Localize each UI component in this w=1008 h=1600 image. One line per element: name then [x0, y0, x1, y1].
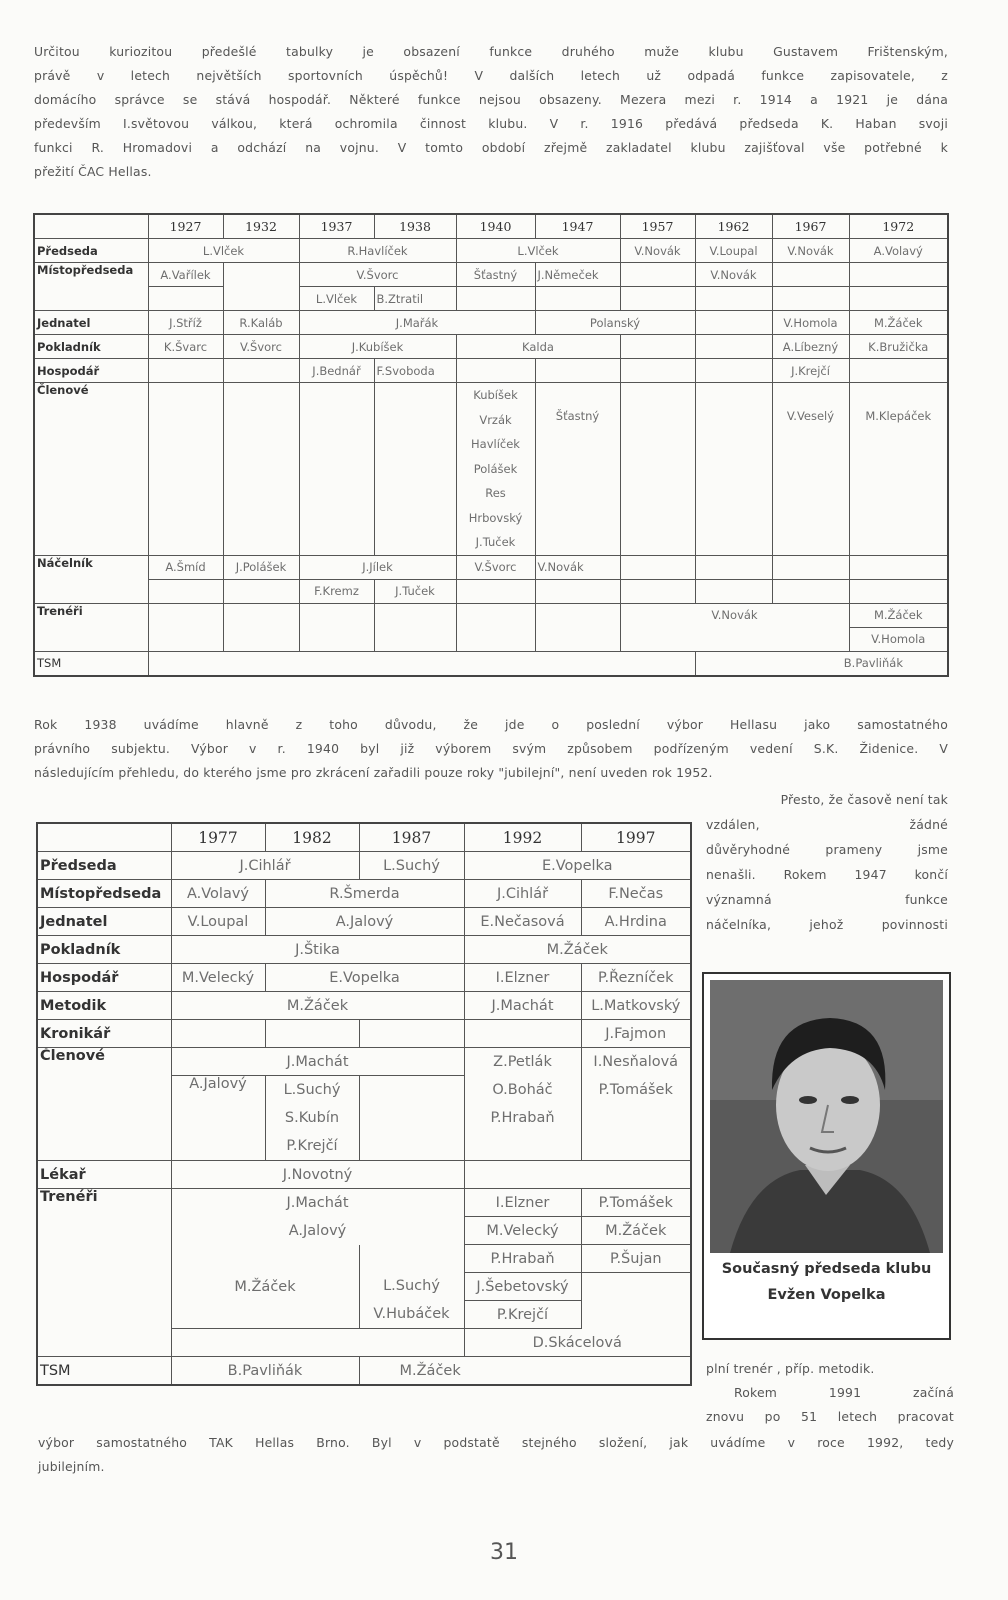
table-cell	[620, 627, 849, 651]
table-cell	[535, 603, 620, 651]
table-cell: V.Švorc	[456, 555, 535, 579]
year-header: 1977	[171, 823, 265, 852]
table-cell	[148, 383, 223, 556]
year-header: 1957	[620, 214, 695, 239]
table-cell	[695, 287, 772, 311]
text-line: náčelníka, jehož povinnosti	[706, 917, 948, 932]
table-cell: M.Žáček	[464, 936, 691, 964]
table-cell: M.Velecký	[464, 1217, 581, 1245]
member-name: P.Krejčí	[286, 1138, 338, 1154]
table-cell: P.Řezníček	[581, 964, 691, 992]
table-cell	[456, 603, 535, 651]
table-cell: V.Homola	[849, 627, 948, 651]
page-number: 31	[490, 1540, 518, 1565]
year-header: 1997	[581, 823, 691, 852]
middle-paragraph	[34, 713, 948, 785]
text-line: domácího správce se stává hospodář. Některé funkce nejsou obsazeny. Mezera mezi r. 1914 a 1921 je dána	[34, 92, 948, 107]
table-cell: B.Pavliňák	[695, 651, 948, 676]
table-cell	[299, 383, 374, 556]
table-cell	[695, 311, 772, 335]
table-cell: J.Machát	[171, 1189, 464, 1217]
table-cell	[223, 287, 299, 311]
table-row	[37, 908, 691, 936]
table-cell	[223, 579, 299, 603]
table-cell: V.Novák	[535, 555, 620, 579]
member-name: J.Tuček	[475, 535, 516, 549]
table-row	[34, 335, 948, 359]
text-line: právního subjektu. Výbor v r. 1940 byl již výborem svým způsobem podřízeným vedení S.K. Židenice. V	[34, 741, 948, 756]
table-cell	[772, 263, 849, 287]
table-cell: R.Šmerda	[265, 880, 464, 908]
table-cell: V.Novák	[772, 239, 849, 263]
table-cell: A.Hrdina	[581, 908, 691, 936]
table-row	[37, 992, 691, 1020]
table-cell	[223, 603, 299, 651]
table-cell	[223, 359, 299, 383]
table-cell: B.Pavliňák	[171, 1357, 359, 1386]
member-name: O.Boháč	[492, 1082, 553, 1098]
table-row	[34, 579, 948, 603]
table-cell	[620, 383, 695, 556]
table-cell	[359, 1076, 464, 1161]
table-cell	[695, 555, 772, 579]
portrait-caption	[704, 1256, 949, 1308]
table-cell: M.Velecký	[171, 964, 265, 992]
table-cell: J.Kubíšek	[299, 335, 456, 359]
table-cell: V.Loupal	[695, 239, 772, 263]
table-cell: E.Nečasová	[464, 908, 581, 936]
table-cell: L.Vlček	[299, 287, 374, 311]
row-label: Metodik	[37, 992, 171, 1020]
table-cell: L.Vlček	[148, 239, 299, 263]
row-label: Pokladník	[34, 335, 148, 359]
table-cell: M.Klepáček	[849, 383, 948, 556]
table-cell: Šťastný	[535, 383, 620, 556]
table-cell: A.Jalový	[265, 908, 464, 936]
row-label: Náčelník	[34, 555, 148, 603]
table-cell: P.Šujan	[581, 1245, 691, 1273]
table-cell: Šťastný	[456, 263, 535, 287]
table-cell	[772, 579, 849, 603]
table-cell	[772, 287, 849, 311]
table-cell: P.Tomášek	[581, 1189, 691, 1217]
committee-table-1927-1972	[33, 213, 949, 677]
table-cell: F.Nečas	[581, 880, 691, 908]
table-row	[34, 555, 948, 579]
row-label: Členové	[37, 1048, 171, 1161]
table-cell	[695, 579, 772, 603]
table-cell: J.Cihlář	[171, 852, 359, 880]
table-cell: P.Krejčí	[464, 1301, 581, 1329]
row-label: Členové	[34, 383, 148, 556]
year-header: 1967	[772, 214, 849, 239]
table-cell: J.Fajmon	[581, 1020, 691, 1048]
table-row	[37, 852, 691, 880]
member-name: I.Nesňalová	[593, 1054, 679, 1070]
members-list-cell	[456, 383, 535, 556]
intro-paragraph	[34, 40, 948, 184]
table-cell: M.Žáček	[849, 311, 948, 335]
table-cell: R.Havlíček	[299, 239, 456, 263]
caption-line: Evžen Vopelka	[767, 1287, 886, 1303]
table-row	[37, 1189, 691, 1217]
row-label: Jednatel	[37, 908, 171, 936]
table-cell: Kalda	[456, 335, 620, 359]
table-cell	[849, 287, 948, 311]
table-row	[34, 651, 948, 676]
table-cell: V.Novák	[620, 603, 849, 627]
side-paragraph-continued	[706, 1357, 954, 1429]
text-line: především I.světovou válkou, která ochromila činnost klubu. V r. 1916 předává předseda K. Haban svoji	[34, 116, 948, 131]
trainer-name: L.Suchý	[383, 1278, 440, 1294]
table-cell: J.Šebetovský	[464, 1273, 581, 1301]
text-line: Rokem 1991 začíná	[734, 1385, 954, 1400]
table-row	[37, 880, 691, 908]
text-line: plní trenér , příp. metodik.	[706, 1361, 875, 1376]
table-row	[34, 263, 948, 287]
member-name: S.Kubín	[284, 1110, 340, 1126]
table-cell: M.Žáček	[171, 992, 464, 1020]
table-row	[37, 1161, 691, 1189]
table-cell: J.Machát	[464, 992, 581, 1020]
table-cell: V.Loupal	[171, 908, 265, 936]
year-header: 1938	[374, 214, 456, 239]
year-header: 1987	[359, 823, 464, 852]
table-cell: L.Vlček	[456, 239, 620, 263]
member-name: Hrbovský	[468, 510, 523, 525]
year-header: 1927	[148, 214, 223, 239]
table-cell: F.Kremz	[299, 579, 374, 603]
member-name: Polášek	[473, 461, 518, 476]
table-cell	[620, 263, 695, 287]
table-cell	[148, 579, 223, 603]
header-corner	[37, 823, 171, 852]
table-cell: D.Skácelová	[464, 1329, 691, 1357]
table-cell: J.Novotný	[171, 1161, 464, 1189]
table-cell	[535, 579, 620, 603]
table-cell: A.Šmíd	[148, 555, 223, 579]
table-cell: V.Homola	[772, 311, 849, 335]
table-cell: A.Líbezný	[772, 335, 849, 359]
row-label: Trenéři	[37, 1189, 171, 1357]
member-name: Havlíček	[471, 437, 520, 451]
table-cell	[695, 335, 772, 359]
year-header-row	[34, 214, 948, 239]
table-cell: V.Švorc	[223, 335, 299, 359]
row-label: TSM	[37, 1357, 171, 1386]
table-cell	[620, 359, 695, 383]
table-cell: J.Stříž	[148, 311, 223, 335]
table-cell	[849, 359, 948, 383]
table-cell	[535, 359, 620, 383]
member-name: P.Tomášek	[598, 1082, 673, 1098]
members-list-cell	[265, 1076, 359, 1161]
table-cell	[620, 287, 695, 311]
text-line: následujícím přehledu, do kterého jsme pro zkrácení zařadili pouze roky "jubilejní", není uveden rok 1952.	[34, 765, 713, 780]
text-line: právě v letech největších sportovních úspěchů! V dalších letech už odpadá funkce zapisovatele, z	[34, 68, 948, 83]
table-cell: J.Jílek	[299, 555, 456, 579]
header-corner	[34, 214, 148, 239]
member-name: P.Hrabaň	[490, 1110, 555, 1126]
text-line: výbor samostatného TAK Hellas Brno. Byl v podstatě stejného složení, jak uvádíme v roce 1992, tedy	[38, 1435, 954, 1450]
table-row	[37, 1048, 691, 1076]
year-header: 1932	[223, 214, 299, 239]
member-name: Kubíšek	[473, 388, 518, 402]
table-cell	[456, 287, 535, 311]
table-cell	[265, 1020, 359, 1048]
row-label: TSM	[34, 651, 148, 676]
table-cell	[620, 335, 695, 359]
year-header: 1972	[849, 214, 948, 239]
table-row	[34, 359, 948, 383]
portrait-illustration	[710, 980, 943, 1253]
table-cell: A.Jalový	[171, 1217, 464, 1245]
text-line: Přesto, že časově není tak	[780, 792, 948, 807]
table-cell	[772, 555, 849, 579]
table-cell: L.Matkovský	[581, 992, 691, 1020]
row-label: Kronikář	[37, 1020, 171, 1048]
table-cell: V.Veselý	[772, 383, 849, 556]
table-cell: A.Volavý	[849, 239, 948, 263]
table-cell: J.Machát	[171, 1048, 464, 1076]
table-cell: E.Vopelka	[464, 852, 691, 880]
row-label: Pokladník	[37, 936, 171, 964]
table-cell: J.Polášek	[223, 555, 299, 579]
committee-table-1977-1997	[36, 822, 692, 1386]
text-line: nenašli. Rokem 1947 končí	[706, 867, 948, 882]
table-row	[37, 1020, 691, 1048]
year-header: 1947	[535, 214, 620, 239]
trainer-name: V.Hubáček	[373, 1306, 450, 1322]
table-cell	[849, 555, 948, 579]
text-line: znovu po 51 letech pracovat	[706, 1409, 954, 1424]
table-cell: V.Novák	[695, 263, 772, 287]
table-cell	[171, 1329, 464, 1357]
table-cell	[171, 1020, 265, 1048]
row-label: Předseda	[34, 239, 148, 263]
table-cell: V.Švorc	[299, 263, 456, 287]
table-cell: A.Volavý	[171, 880, 265, 908]
table-cell: R.Kaláb	[223, 311, 299, 335]
table-cell	[581, 1301, 691, 1329]
members-list-cell	[581, 1048, 691, 1161]
text-line: důvěryhodné prameny jsme	[706, 842, 948, 857]
row-label: Místopředseda	[34, 263, 148, 311]
table-cell	[581, 1273, 691, 1301]
table-cell: P.Hrabaň	[464, 1245, 581, 1273]
table-cell	[148, 603, 223, 651]
table-cell: F.Svoboda	[374, 359, 456, 383]
text-line: funkci R. Hromadovi a odchází na vojnu. V tomto období zřejmě zakladatel klubu zajišťoval vše potřebné k	[34, 140, 948, 155]
table-cell: V.Novák	[620, 239, 695, 263]
table-cell	[535, 287, 620, 311]
row-label: Hospodář	[34, 359, 148, 383]
table-cell	[299, 603, 374, 651]
text-line: jubilejním.	[38, 1459, 105, 1474]
row-label: Místopředseda	[37, 880, 171, 908]
year-header: 1982	[265, 823, 359, 852]
table-cell: I.Elzner	[464, 1189, 581, 1217]
text-line: Určitou kuriozitou předešlé tabulky je obsazení funkce druhého muže klubu Gustavem Frištenským,	[34, 44, 948, 59]
table-cell	[620, 579, 695, 603]
table-cell: J.Němeček	[535, 263, 620, 287]
row-label: Hospodář	[37, 964, 171, 992]
table-cell: A.Jalový	[171, 1076, 265, 1161]
table-cell: J.Krejčí	[772, 359, 849, 383]
table-cell: J.Mařák	[299, 311, 535, 335]
table-cell	[464, 1020, 581, 1048]
row-label: Lékař	[37, 1161, 171, 1189]
table-cell	[374, 383, 456, 556]
table-cell	[359, 1020, 464, 1048]
text-line: významná funkce	[706, 892, 948, 907]
text-line: vzdálen, žádné	[706, 817, 948, 832]
table-cell	[148, 287, 223, 311]
table-cell: M.Žáček	[849, 603, 948, 627]
table-row	[34, 287, 948, 311]
side-paragraph	[706, 787, 948, 937]
table-cell: M.Žáček	[359, 1357, 691, 1386]
table-cell: E.Vopelka	[265, 964, 464, 992]
table-cell: B.Ztratil	[374, 287, 456, 311]
member-name: Vrzák	[479, 412, 512, 427]
portrait-photo	[710, 980, 943, 1253]
year-header: 1962	[695, 214, 772, 239]
table-cell: J.Štika	[171, 936, 464, 964]
caption-line: Současný předseda klubu	[721, 1261, 932, 1277]
table-row	[34, 383, 948, 556]
portrait-figure	[702, 972, 951, 1340]
table-cell: J.Cihlář	[464, 880, 581, 908]
member-name: Res	[485, 486, 506, 500]
table-row	[37, 936, 691, 964]
table-cell	[456, 579, 535, 603]
table-cell: Polanský	[535, 311, 695, 335]
table-row	[37, 964, 691, 992]
table-cell	[695, 383, 772, 556]
table-cell: M.Žáček	[171, 1245, 359, 1329]
member-name: L.Suchý	[283, 1082, 341, 1098]
table-row	[34, 603, 948, 627]
year-header: 1940	[456, 214, 535, 239]
table-cell	[849, 579, 948, 603]
table-cell	[695, 359, 772, 383]
table-row	[34, 311, 948, 335]
table-cell	[456, 359, 535, 383]
year-header: 1937	[299, 214, 374, 239]
table-cell: A.Vařílek	[148, 263, 223, 287]
table-cell: M.Žáček	[581, 1217, 691, 1245]
text-line: Rok 1938 uvádíme hlavně z toho důvodu, že jde o poslední výbor Hellasu jako samostatného	[34, 717, 948, 732]
closing-paragraph	[38, 1431, 954, 1479]
trainer-list-cell	[359, 1245, 464, 1329]
row-label: Jednatel	[34, 311, 148, 335]
table-cell	[464, 1161, 691, 1189]
table-cell: J.Bednář	[299, 359, 374, 383]
table-cell	[620, 555, 695, 579]
table-cell	[223, 383, 299, 556]
table-cell: K.Bružička	[849, 335, 948, 359]
text-line: přežití ČAC Hellas.	[34, 164, 152, 179]
table-row	[37, 1357, 691, 1386]
table-cell: I.Elzner	[464, 964, 581, 992]
year-header-row	[37, 823, 691, 852]
year-header: 1992	[464, 823, 581, 852]
table-cell	[148, 651, 695, 676]
table-row	[34, 239, 948, 263]
member-name: Z.Petlák	[493, 1054, 552, 1070]
row-label: Trenéři	[34, 603, 148, 651]
table-cell: J.Tuček	[374, 579, 456, 603]
table-cell	[223, 263, 299, 287]
table-cell	[374, 603, 456, 651]
table-cell: L.Suchý	[359, 852, 464, 880]
members-list-cell	[464, 1048, 581, 1161]
row-label: Předseda	[37, 852, 171, 880]
table-cell	[148, 359, 223, 383]
table-cell: K.Švarc	[148, 335, 223, 359]
table-cell	[849, 263, 948, 287]
